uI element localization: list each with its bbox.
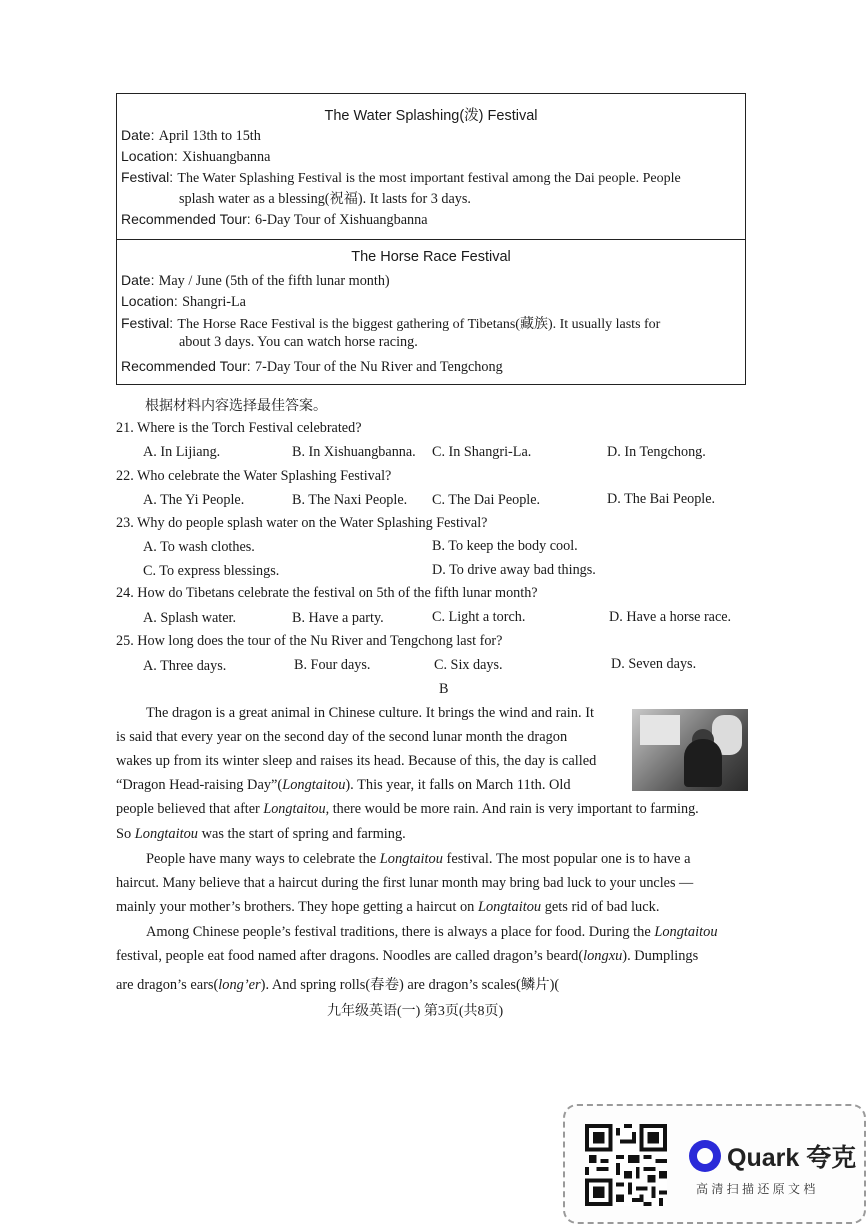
option-c: C. To express blessings. (143, 563, 280, 579)
page-footer: 九年级英语(一) 第3页(共8页) (327, 1004, 504, 1019)
option-a: A. Three days. (143, 658, 227, 674)
option-d: D. The Bai People. (607, 491, 716, 507)
section-label: B (439, 681, 449, 697)
passage-line: is said that every year on the second day of the second lunar month the dragon (116, 729, 568, 745)
option-c: C. The Dai People. (432, 492, 541, 508)
festival-row-cont: about 3 days. You can watch horse racing. (179, 334, 418, 350)
tour-row: Recommended Tour: 6-Day Tour of Xishuangbanna (121, 211, 428, 228)
location-row: Location: Xishuangbanna (121, 148, 271, 165)
water-splashing-section (117, 94, 745, 240)
photo-customer (684, 739, 722, 787)
brand-tagline: 高 清 扫 描 还 原 文 档 (696, 1182, 816, 1196)
passage-line: “Dragon Head-raising Day”(Longtaitou). This year, it falls on March 11th. Old (116, 777, 571, 793)
location-row: Location: Shangri-La (121, 293, 246, 310)
option-c: C. Six days. (434, 657, 503, 673)
passage-line: are dragon’s ears(long’er). And spring rolls(春卷) are dragon’s scales(鳞片)( (116, 977, 560, 993)
passage-line: mainly your mother’s brothers. They hope getting a haircut on Longtaitou gets rid of bad luck. (116, 899, 660, 915)
brand-name: Quark 夸克 (727, 1144, 857, 1172)
qr-code-icon (585, 1124, 667, 1206)
question-stem: 22. Who celebrate the Water Splashing Festival? (116, 468, 392, 484)
photo-background (640, 715, 680, 745)
question-stem: 24. How do Tibetans celebrate the festival on 5th of the fifth lunar month? (116, 585, 538, 601)
question-stem: 21. Where is the Torch Festival celebrated? (116, 420, 362, 436)
option-d: D. In Tengchong. (607, 444, 706, 460)
passage-line: So Longtaitou was the start of spring and farming. (116, 826, 406, 842)
festival-row: Festival: The Horse Race Festival is the biggest gathering of Tibetans(藏族). It usually lasts for (121, 315, 661, 332)
option-d: D. Seven days. (611, 656, 697, 672)
passage-line: festival, people eat food named after dragons. Noodles are called dragon’s beard(longxu). Dumplings (116, 948, 699, 964)
passage-line: people believed that after Longtaitou, there would be more rain. And rain is very important to farming. (116, 801, 699, 817)
option-d: D. To drive away bad things. (432, 562, 596, 578)
passage-line: The dragon is a great animal in Chinese culture. It brings the wind and rain. It (146, 705, 594, 721)
section-title: The Horse Race Festival (351, 249, 511, 265)
horse-race-section (117, 239, 745, 384)
passage-line: haircut. Many believe that a haircut during the first lunar month may bring bad luck to your uncles — (116, 875, 694, 891)
option-a: A. In Lijiang. (143, 444, 221, 460)
haircut-photo (632, 709, 748, 791)
section-title: The Water Splashing(泼) Festival (324, 108, 538, 124)
passage-line: wakes up from its winter sleep and raises its head. Because of this, the day is called (116, 753, 597, 769)
quark-watermark (563, 1104, 866, 1224)
festival-row-cont: splash water as a blessing(祝福). It lasts for 3 days. (179, 191, 471, 207)
tour-row: Recommended Tour: 7-Day Tour of the Nu River and Tengchong (121, 358, 503, 375)
option-b: B. In Xishuangbanna. (292, 444, 416, 460)
option-a: A. Splash water. (143, 610, 236, 626)
date-row: Date: May / June (5th of the fifth lunar month) (121, 272, 390, 289)
quark-logo-icon (689, 1140, 721, 1172)
passage-line: Among Chinese people’s festival traditions, there is always a place for food. During the Longtaitou (146, 924, 718, 940)
option-d: D. Have a horse race. (609, 609, 732, 625)
option-a: A. To wash clothes. (143, 539, 255, 555)
option-c: C. Light a torch. (432, 609, 526, 625)
passage-line: People have many ways to celebrate the Longtaitou festival. The most popular one is to have a (146, 851, 691, 867)
option-b: B. To keep the body cool. (432, 538, 578, 554)
option-a: A. The Yi People. (143, 492, 245, 508)
instruction: 根据材料内容选择最佳答案。 (145, 399, 327, 414)
date-row: Date: April 13th to 15th (121, 127, 261, 144)
option-b: B. Have a party. (292, 610, 384, 626)
option-c: C. In Shangri-La. (432, 444, 532, 460)
question-stem: 25. How long does the tour of the Nu River and Tengchong last for? (116, 633, 503, 649)
festival-table (116, 93, 746, 385)
question-stem: 23. Why do people splash water on the Water Splashing Festival? (116, 515, 488, 531)
festival-row: Festival: The Water Splashing Festival is the most important festival among the Dai people. People (121, 169, 681, 186)
option-b: B. The Naxi People. (292, 492, 408, 508)
option-b: B. Four days. (294, 657, 371, 673)
